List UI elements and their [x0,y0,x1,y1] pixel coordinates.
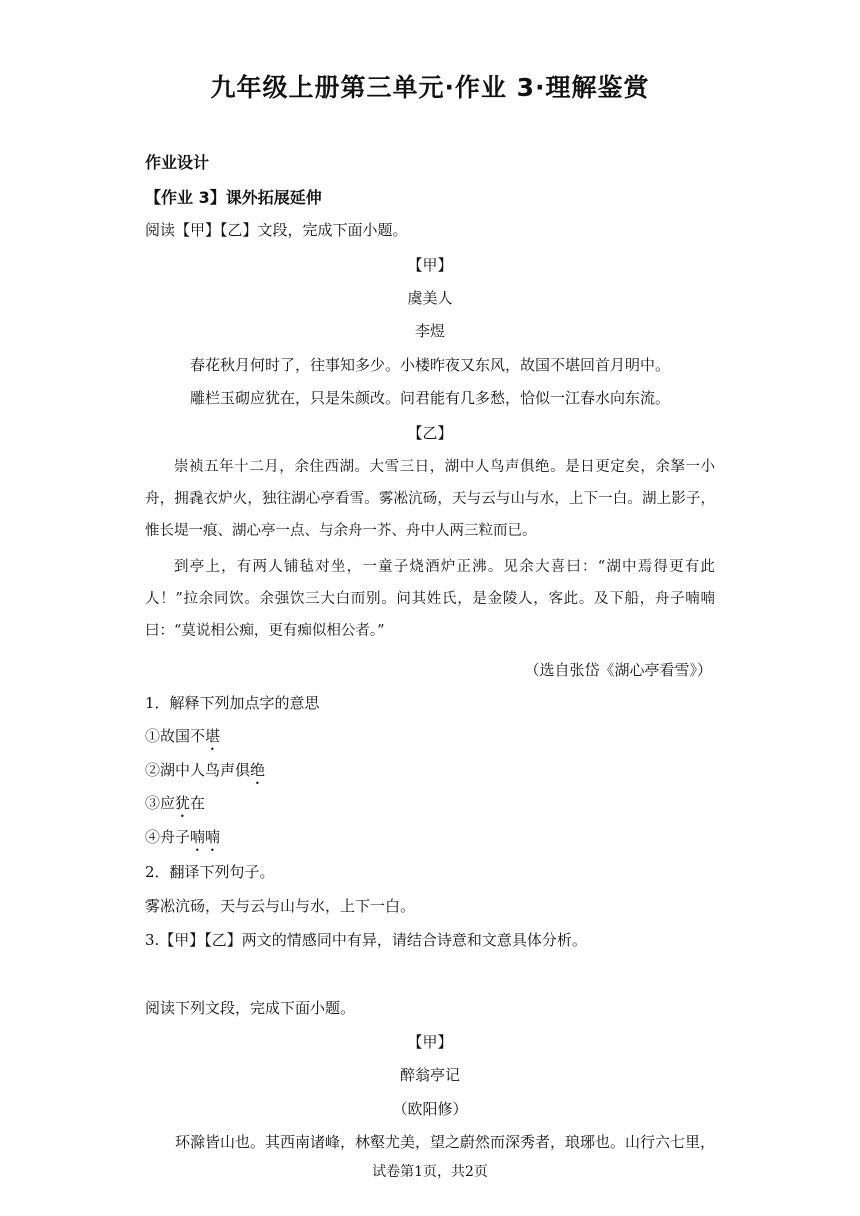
dotted-char: 绝 [250,761,266,779]
essay-line-1: 环滁皆山也。其西南诸峰，林壑尤美，望之蔚然而深秀者，琅琊也。山行六七里， [175,1133,716,1151]
part1-instruction: 阅读【甲】【乙】文段，完成下面小题。 [145,221,408,239]
q1-item [145,725,220,754]
page-footer: 试卷第1页，共2页 [372,1164,488,1180]
q1-item [145,792,205,821]
question-2: 2．翻译下列句子。 [145,863,275,881]
poem-title: 虞美人 [407,289,453,307]
q1-item [145,759,265,788]
poem-line-1: 春花秋月何时了，往事知多少。小楼昨夜又东风，故国不堪回首月明中。 [189,356,670,374]
q1-item-text: ④舟子 [145,828,191,846]
question-3: 3.【甲】【乙】两文的情感同中有异，请结合诗意和文意具体分析。 [145,931,587,949]
part2-jia-label: 【甲】 [407,1033,453,1051]
yi-paragraph-1: 崇祯五年十二月，余住西湖。大雪三日，湖中人鸟声俱绝。是日更定矣，余拏一小舟，拥毳衣炉火，独往湖心亭看雪。雾凇沆砀，天与云与山与水，上下一白。湖上影子，惟长堤一痕、湖心亭一点、与余舟一芥、舟中人两三粒而已。 [145,459,715,539]
essay-title: 醉翁亭记 [399,1066,460,1084]
poem-line-2: 雕栏玉砌应犹在，只是朱颜改。问君能有几多愁，恰似一江春水向东流。 [189,389,670,407]
essay-author: （欧阳修） [392,1100,468,1118]
page-title: 九年级上册第三单元·作业 3·理解鉴赏 [210,73,650,102]
section-heading: 作业设计 [145,153,210,172]
assignment-heading: 【作业 3】课外拓展延伸 [145,188,322,207]
yi-label: 【乙】 [407,424,453,442]
poem-author: 李煜 [414,322,445,340]
part2-instruction: 阅读下列文段，完成下面小题。 [145,999,356,1017]
q1-item-text: ③应 [145,794,176,812]
q1-item [145,826,220,855]
q1-item-text: ①故国不 [145,727,206,745]
q1-item-text: 在 [190,794,206,812]
q1-item-text: ②湖中人鸟声俱 [145,761,251,779]
source-citation: （选自张岱《湖心亭看雪》） [524,661,712,679]
question-1: 1．解释下列加点字的意思 [145,694,320,712]
dotted-char: 堪 [205,727,221,745]
jia-label: 【甲】 [407,256,453,274]
dotted-char: 喃喃 [190,828,221,846]
yi-paragraph-2: 到亭上，有两人铺毡对坐，一童子烧酒炉正沸。见余大喜曰：“湖中焉得更有此人！”拉余同饮。余强饮三大白而别。问其姓氏，是金陵人，客此。及下船，舟子喃喃曰：“莫说相公痴，更有痴似相公者。” [145,559,715,639]
q2-sentence: 雾凇沆砀，天与云与山与水，上下一白。 [145,897,416,915]
dotted-char: 犹 [175,794,191,812]
